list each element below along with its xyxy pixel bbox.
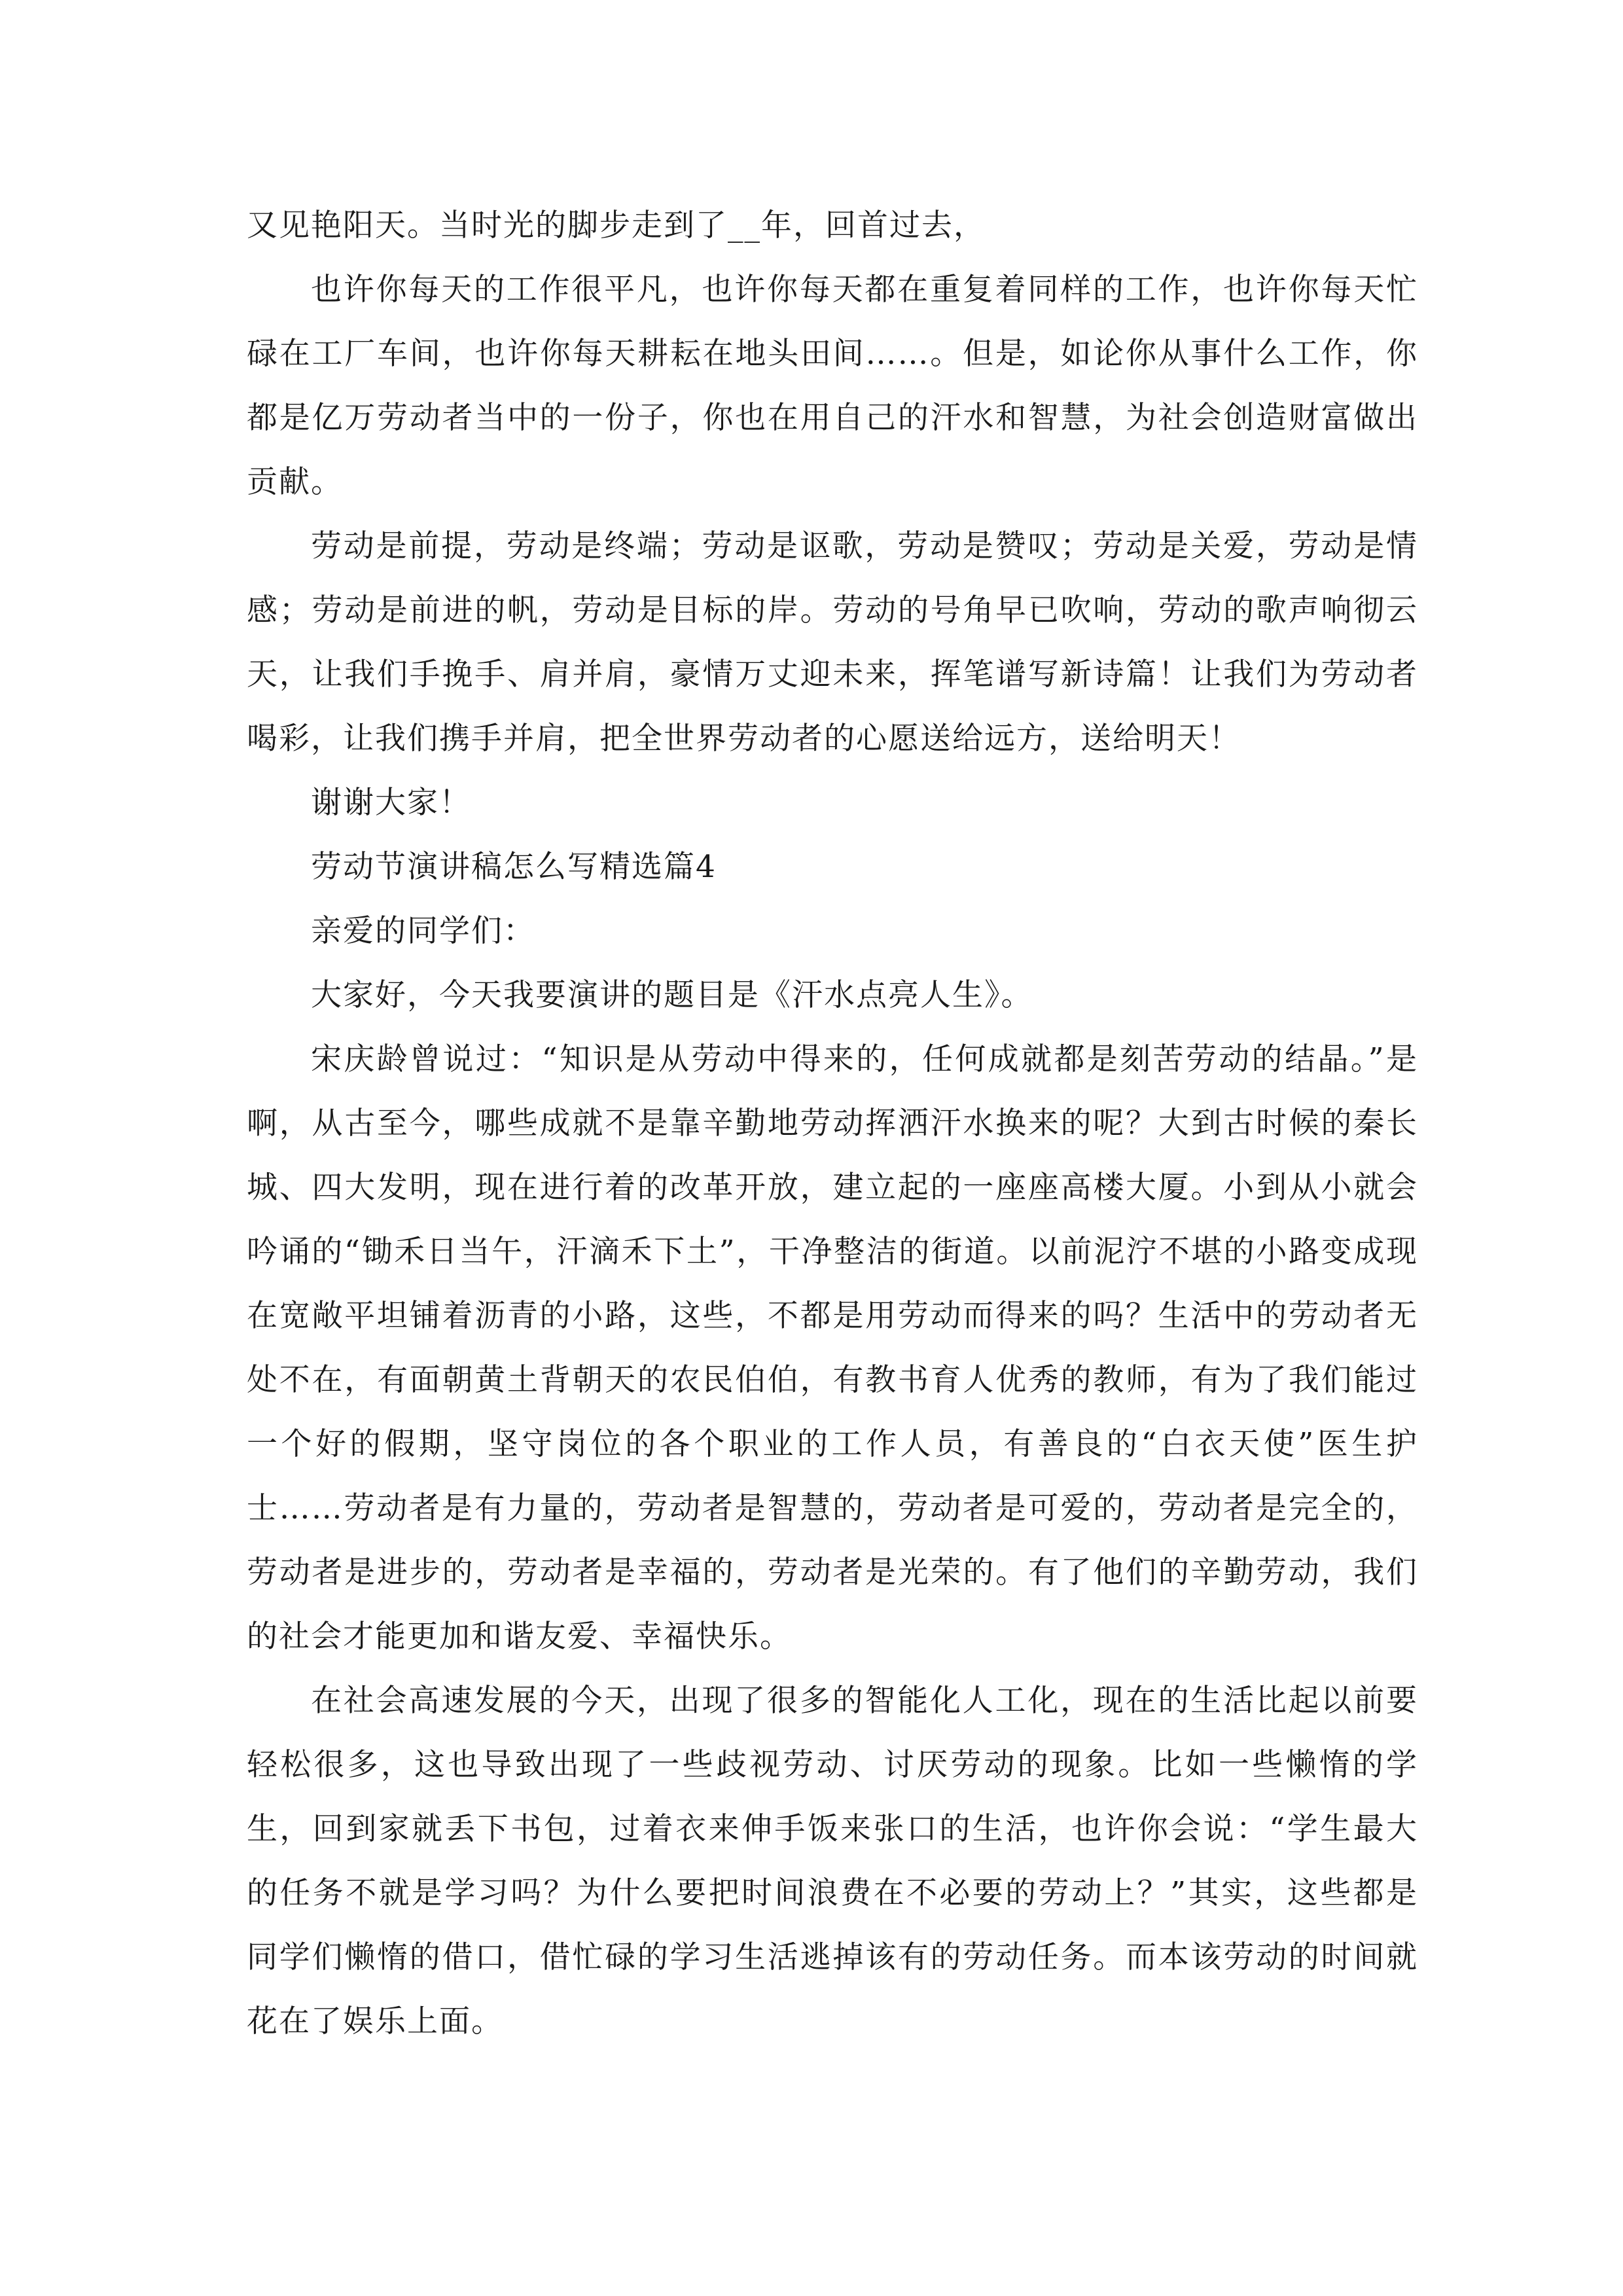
- paragraph-modern-society: 在社会高速发展的今天，出现了很多的智能化人工化，现在的生活比起以前要轻松很多，这也导致出现了一些歧视劳动、讨厌劳动的现象。比如一些懒惰的学生，回到家就丢下书包，过着衣来伸手饭来张口的生活，也许你会说：“学生最大的任务不就是学习吗？为什么要把时间浪费在不必要的劳动上？”其实，这些都是同学们懒惰的借口，借忙碌的学习生活逃掉该有的劳动任务。而本该劳动的时间就花在了娱乐上面。: [247, 1683, 1418, 2039]
- paragraph-work-ordinary: 也许你每天的工作很平凡，也许你每天都在重复着同样的工作，也许你每天忙碌在工厂车间，也许你每天耕耘在地头田间……。但是，如论你从事什么工作，你都是亿万劳动者当中的一份子，你也在用自己的汗水和智慧，为社会创造财富做出贡献。: [247, 272, 1418, 500]
- paragraph-speech-topic: 大家好，今天我要演讲的题目是《汗水点亮人生》。: [311, 977, 1033, 1013]
- document-body: [247, 194, 1418, 2054]
- section-title: 劳动节演讲稿怎么写精选篇4: [311, 849, 717, 885]
- paragraph-continuation: 又见艳阳天。当时光的脚步走到了__年，回首过去，: [247, 207, 986, 243]
- paragraph-salutation: 亲爱的同学们：: [311, 913, 535, 949]
- paragraph-labor-praise: 劳动是前提，劳动是终端；劳动是讴歌，劳动是赞叹；劳动是关爱，劳动是情感；劳动是前进的帆，劳动是目标的岸。劳动的号角早已吹响，劳动的歌声响彻云天，让我们手挽手、肩并肩，豪情万丈迎未来，挥笔谱写新诗篇！让我们为劳动者喝彩，让我们携手并肩，把全世界劳动者的心愿送给远方，送给明天！: [247, 528, 1418, 757]
- paragraph-quote-labor: 宋庆龄曾说过：“知识是从劳动中得来的，任何成就都是刻苦劳动的结晶。”是啊，从古至今，哪些成就不是靠辛勤地劳动挥洒汗水换来的呢？大到古时候的秦长城、四大发明，现在进行着的改革开放，建立起的一座座高楼大厦。小到从小就会吟诵的“锄禾日当午，汗滴禾下土”，干净整洁的街道。以前泥泞不堪的小路变成现在宽敞平坦铺着沥青的小路，这些，不都是用劳动而得来的吗？生活中的劳动者无处不在，有面朝黄土背朝天的农民伯伯，有教书育人优秀的教师，有为了我们能过一个好的假期，坚守岗位的各个职业的工作人员，有善良的“白衣天使”医生护士……劳动者是有力量的，劳动者是智慧的，劳动者是可爱的，劳动者是完全的，劳动者是进步的，劳动者是幸福的，劳动者是光荣的。有了他们的辛勤劳动，我们的社会才能更加和谐友爱、幸福快乐。: [247, 1041, 1418, 1655]
- paragraph-thanks: 谢谢大家！: [311, 785, 471, 821]
